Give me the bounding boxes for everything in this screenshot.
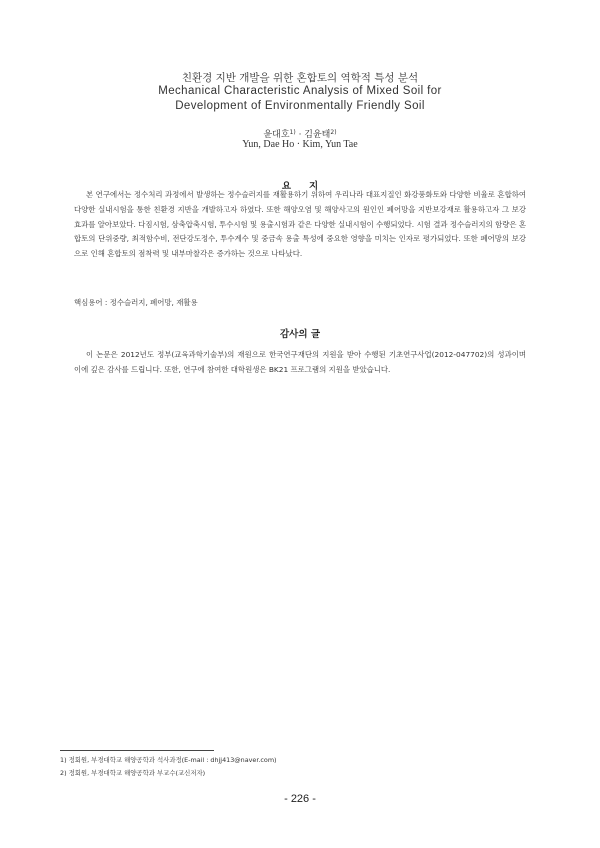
title-english-line1: Mechanical Characteristic Analysis of Mixed Soil for	[158, 85, 442, 97]
footnote-2: 2) 정회원, 부경대학교 해양공학과 부교수(교신저자)	[60, 769, 206, 777]
author2-name: 김윤태	[304, 130, 331, 140]
page-number: - 226 -	[284, 793, 316, 805]
title-korean: 친환경 지반 개발을 위한 혼합토의 역학적 특성 분석	[181, 72, 419, 84]
footnote-divider	[60, 750, 214, 751]
author1-footnote-mark: 1)	[289, 129, 296, 136]
title-english-line2: Development of Environmentally Friendly Soil	[175, 100, 425, 112]
acknowledgement-body: 이 논문은 2012년도 정부(교육과학기술부)의 재원으로 한국연구재단의 지원을 받아 수행된 기초연구사업(2012-047702)의 성과이며 이에 깊은 감사를 드립니다. 또한, 연구에 참여한 대학원생은 BK21 프로그램의 지원을 받았습니다.	[74, 350, 526, 374]
abstract-heading: 요지	[281, 181, 337, 192]
footnote-1: 1) 정회원, 부경대학교 해양공학과 석사과정(E-mail : dhjj413@naver.com)	[60, 756, 277, 764]
abstract-body: 본 연구에서는 정수처리 과정에서 발생하는 정수슬러지를 재활용하기 위하여 우리나라 대표지질인 화강풍화토와 다양한 비율로 혼합하여 다양한 실내시험을 통한 친환경 지반을 개발하고자 하였다. 또한 해양오염 및 해양사고의 원인인 폐어망을 지반보강재로 활용하고자 그 보강효과를 알아보았다. 다짐시험, 삼축압축시험, 투수시험 및 용출시험과 같은 다양한 실내시험이 수행되었다. 시험 결과 정수슬러지의 함량은 혼합토의 단위중량, 최적함수비, 전단강도정수, 투수계수 및 중금속 용출 특성에 중요한 영향을 미치는 인자로 평가되었다. 또한 폐어망의 보강으로 인해 혼합토의 점착력 및 내부마찰각은 증가하는 것으로 나타났다.	[74, 190, 526, 259]
acknowledgement-heading: 감사의 글	[279, 329, 320, 340]
author2-footnote-mark: 2)	[330, 129, 337, 136]
author-separator: ·	[295, 130, 305, 140]
authors-english: Yun, Dae Ho · Kim, Yun Tae	[242, 139, 358, 150]
author1-name: 윤대호	[263, 130, 290, 140]
keywords: 핵심용어 : 정수슬러지, 폐어망, 재활용	[74, 298, 198, 307]
